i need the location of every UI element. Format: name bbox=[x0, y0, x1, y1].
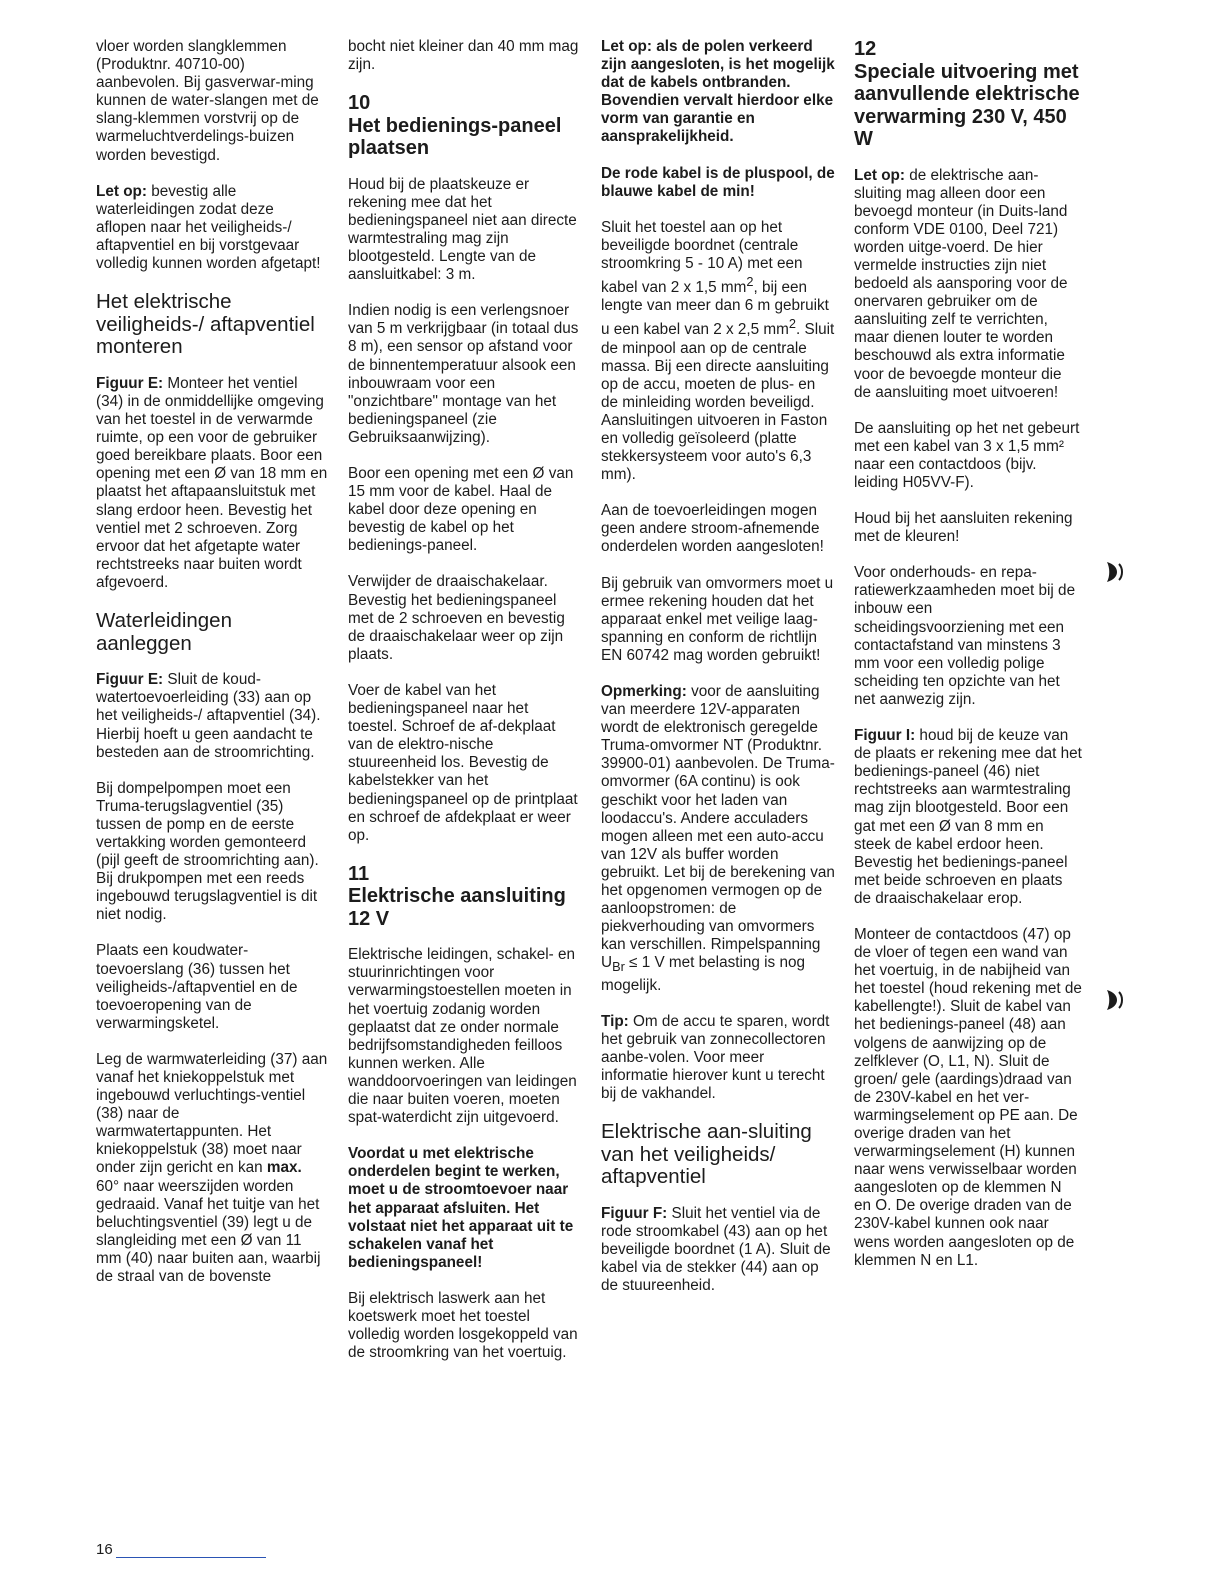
col4-paragraph: Voor onderhouds- en repa-ratiewerkzaamheden moet bij de inbouw een scheidingsvoorziening met een contactafstand van minstens 3 mm voor een volledig polige scheiding ten opzichte van het net aanwezig zijn. bbox=[854, 564, 1076, 708]
page-number: 16 bbox=[96, 1541, 113, 1558]
paragraph-text: voor de aansluiting van meerdere 12V-apparaten wordt de elektronisch geregelde Truma-omvormer NT (Produktnr. 39900-01) aanbevolen. De Truma-omvormer (6A continu) is ook geschikt voor het laden van loodaccu's. Andere acculaders mogen alleen met een auto-accu van 12V als buffer worden gebruikt. Let bij de berekening van het opgenomen vermogen op de aanloopstromen: de piekverhouding van omvormers kan verschillen. Rimpelspanning U bbox=[601, 683, 835, 972]
column-4 bbox=[854, 38, 1082, 1288]
section-heading-11 bbox=[348, 863, 580, 931]
column-1 bbox=[96, 38, 328, 1304]
paragraph-text: . Sluit de minpool aan op de centrale massa. Bij een directe aansluiting op de accu, moeten de plus- en de minleiding worden beveiligd. Aansluitingen uitvoeren in Faston en volledig geïsoleerd (platte stekkersysteem voor auto's 6,3 mm). bbox=[601, 321, 835, 484]
remark-lead: Opmerking: bbox=[601, 683, 687, 700]
paragraph-text: de elektrische aan-sluiting mag alleen door een bevoegd monteur (in Duits-land conform VDE 0100, Deel 721) worden uitge-voerd. De hier vermelde instructies zijn niet bedoeld als aansporing voor de onervaren gebruiker om de aansluiting zelf te verrichten, maar dienen louter te worden beschouwd als extra informatie voor de bevoegde monteur die de aansluiting moet uitvoeren! bbox=[854, 166, 1068, 401]
paragraph-text: 60° naar weerszijden worden gedraaid. Vanaf het tuitje van het beluchtingsventiel (39) legt u de slangleiding met een Ø van 11 mm (40) naar buiten aan, waarbij de straal van de bovenste bbox=[96, 1177, 321, 1286]
col2-paragraph: Voer de kabel van het bedieningspaneel naar het toestel. Schroef de af-dekplaat van de elektro-nische stuureenheid los. Bevestig de kabelstekker van het bedieningspaneel op de printplaat en schroef de afdekplaat er weer op. bbox=[348, 681, 578, 844]
col1-paragraph: Plaats een koudwater-toevoerslang (36) tussen het veiligheids-/aftapventiel en de toevoeropening van de verwarmingsketel. bbox=[96, 942, 298, 1032]
section-number: 12 bbox=[854, 38, 877, 60]
col2-paragraph: Elektrische leidingen, schakel- en stuurinrichtingen voor verwarmingstoestellen moeten in het voertuig zodanig worden geplaatst dat ze onder normale bedrijfsomstandigheden feilloos kunnen werken. Alle wanddoorvoeringen van leidingen die naar buiten voeren, moeten spat-waterdicht zijn uitgevoerd. bbox=[348, 946, 577, 1127]
note-lead: Let op: bbox=[854, 166, 905, 184]
superscript: 2 bbox=[788, 316, 797, 332]
figure-ref: Figuur F: bbox=[601, 1204, 668, 1222]
col2-paragraph: Houd bij de plaatskeuze er rekening mee dat het bedieningspaneel niet aan directe warmtestraling mag zijn blootgesteld. Lengte van de aansluitkabel: 3 m. bbox=[348, 175, 577, 284]
hand-symbol-icon bbox=[1104, 986, 1126, 1014]
col3-warning: Let op: als de polen verkeerd zijn aangesloten, is het mogelijk dat de kabels ontbranden. Bovendien vervalt hierdoor elke vorm van garantie en aansprakelijkheid. bbox=[601, 38, 835, 146]
paragraph-text: , bij een lengte van meer dan 6 m gebruikt u een kabel van 2 x 2,5 mm bbox=[601, 279, 829, 339]
footer-rule bbox=[116, 1557, 266, 1558]
column-2 bbox=[348, 38, 580, 1380]
col1-paragraph bbox=[96, 1051, 328, 1286]
col1-paragraph bbox=[96, 375, 328, 592]
paragraph-text: Monteer het ventiel (34) in de onmiddellijke omgeving van het toestel in de verwarmde ruimte, op een voor de gebruiker goed bereikbare plaats. Boor een opening met een Ø van 18 mm en plaatst het aftapaansluitstuk met slang erdoor heen. Bevestig het ventiel met 2 schroeven. Zorg ervoor dat het afgetapte water rechtstreeks naar buiten wordt afgevoerd. bbox=[96, 374, 328, 591]
col1-paragraph: Bij dompelpompen moet een Truma-terugslagventiel (35) tussen de pomp en de eerste vertakking worden gemonteerd (pijl geeft de stroomrichting aan). Bij drukpompen met een reeds ingebouwd terugslagventiel is dit niet nodig. bbox=[96, 779, 319, 924]
figure-ref: Figuur I: bbox=[854, 727, 916, 745]
col4-paragraph bbox=[854, 167, 1082, 402]
col3-paragraph bbox=[601, 219, 835, 485]
section-number: 11 bbox=[348, 862, 370, 885]
col4-paragraph bbox=[854, 727, 1082, 908]
col3-warning: De rode kabel is de pluspool, de blauwe kabel de min! bbox=[601, 164, 835, 200]
superscript: 2 bbox=[746, 274, 754, 290]
col2-paragraph: Verwijder de draaischakelaar. Bevestig het bedieningspaneel met de 2 schroeven en bevestig de draaischakelaar weer op zijn plaats. bbox=[348, 573, 565, 663]
paragraph-text: Om de accu te sparen, wordt het gebruik van zonnecollectoren aanbe-volen. Voor meer informatie hierover kunt u terecht bij de vakhandel. bbox=[601, 1012, 830, 1103]
col2-paragraph: bocht niet kleiner dan 40 mm mag zijn. bbox=[348, 38, 579, 74]
column-3 bbox=[601, 38, 835, 1313]
note-text: bevestig alle waterleidingen zodat deze aflopen naar het veiligheids-/ aftapventiel en bij vorstgevaar volledig kunnen worden afgetapt! bbox=[96, 182, 321, 273]
paragraph-text: Sluit het ventiel via de rode stroomkabel (43) aan op het beveiligde boordnet (1 A). Sluit de kabel via de stekker (44) aan op de stuureenheid. bbox=[601, 1204, 831, 1295]
col3-paragraph bbox=[601, 683, 835, 995]
section-number: 10 bbox=[348, 92, 371, 115]
bold-term: max. bbox=[266, 1159, 302, 1177]
paragraph-text: Sluit het toestel aan op het beveiligde boordnet (centrale stroomkring 5 - 10 A) met een kabel van 2 x 1,5 mm bbox=[601, 218, 803, 297]
paragraph-text: Sluit de koud-watertoevoerleiding (33) aan op het veiligheids-/ aftapventiel (34). Hierbij hoeft u geen aandacht te besteden aan de stroomrichting. bbox=[96, 671, 321, 761]
note-lead: Let op: bbox=[96, 182, 147, 200]
hand-symbol-icon bbox=[1104, 558, 1126, 586]
paragraph-text: houd bij de keuze van de plaats er rekening mee dat het bedienings-paneel (46) niet rechtstreeks aan warmtestraling mag zijn blootgesteld. Boor een gat met een Ø van 8 mm en steek de kabel erdoor heen. Bevestig het bedienings-paneel met beide schroeven en plaats de draaischakelaar erop. bbox=[854, 727, 1082, 907]
section-heading-10 bbox=[348, 92, 580, 160]
col2-paragraph: Bij elektrisch laswerk aan het koetswerk moet het toestel volledig worden losgekoppeld van de stroomkring van het voertuig. bbox=[348, 1289, 578, 1362]
col3-paragraph bbox=[601, 1013, 835, 1103]
subheading-valve-connection: Elektrische aan-sluiting van het veiligheids/ aftapventiel bbox=[601, 1120, 812, 1189]
section-title: Speciale uitvoering met aanvullende elektrische verwarming 230 V, 450 W bbox=[854, 60, 1080, 150]
col3-paragraph bbox=[601, 1205, 835, 1295]
col4-paragraph: De aansluiting op het net gebeurt met een kabel van 3 x 1,5 mm² naar een contactdoos (bijv. leiding H05VV-F). bbox=[854, 419, 1080, 491]
paragraph-text: Leg de warmwaterleiding (37) aan vanaf het kniekoppelstuk met ingebouwd verluchtings-ventiel (38) naar de warmwatertappunten. Het kniekoppelstuk (38) moet naar onder zijn gericht en kan bbox=[96, 1050, 328, 1177]
col1-note bbox=[96, 183, 328, 273]
subheading-valve-mounting: Het elektrische veiligheids-/ aftapventiel monteren bbox=[96, 290, 315, 359]
col1-paragraph: vloer worden slangklemmen (Produktnr. 40710-00) aanbevolen. Bij gasverwar-ming kunnen de water-slangen met de slang-klemmen vorstvrij op de warmeluchtverdelings-buizen worden bevestigd. bbox=[96, 38, 319, 164]
tip-lead: Tip: bbox=[601, 1012, 629, 1030]
figure-ref: Figuur E: bbox=[96, 671, 164, 689]
col3-paragraph: Aan de toevoerleidingen mogen geen andere stroom-afnemende onderdelen worden aangesloten! bbox=[601, 502, 824, 556]
col4-paragraph: Monteer de contactdoos (47) op de vloer of tegen een wand van het voertuig, in de nabijheid van het toestel (houd rekening met de kabellengte!). Sluit de kabel van het bedienings-paneel (48) aan volgens de aanwijzing op de zelfklever (O, L1, N). Sluit de groen/ gele (aardings)draad van de 230V-kabel en het ver-warmingselement op PE aan. De overige draden van het verwarmingselement (H) kunnen naar wens verwisselbaar worden aangesloten op de klemmen N en O. De overige draden van de 230V-kabel kunnen ook naar wens worden aangesloten op de klemmen N en L1. bbox=[854, 925, 1082, 1269]
subheading-water-pipes: Waterleidingen aanleggen bbox=[96, 609, 232, 655]
section-heading-12 bbox=[854, 38, 1082, 151]
col3-paragraph: Bij gebruik van omvormers moet u ermee rekening houden dat het apparaat enkel met veilige laag-spanning en conform de richtlijn EN 60742 mag worden gebruikt! bbox=[601, 574, 834, 664]
col2-paragraph: Indien nodig is een verlengsnoer van 5 m verkrijgbaar (in totaal dus 8 m), een sensor op afstand voor de binnentemperatuur alsook een inbouwraam voor een "onzichtbare" montage van het bedieningspaneel (zie Gebruiksaanwijzing). bbox=[348, 302, 579, 446]
col1-paragraph bbox=[96, 671, 328, 761]
paragraph-text: ≤ 1 V met belasting is nog mogelijk. bbox=[601, 954, 805, 994]
col2-paragraph: Boor een opening met een Ø van 15 mm voor de kabel. Haal de kabel door deze opening en bevestig de kabel op het bedienings-paneel. bbox=[348, 465, 574, 555]
subscript: Br bbox=[612, 959, 625, 975]
col2-warning: Voordat u met elektrische onderdelen begint te werken, moet u de stroomtoevoer naar het apparaat afsluiten. Het volstaat niet het apparaat uit te schakelen vanaf het bedieningspaneel! bbox=[348, 1145, 574, 1271]
section-title: Het bedienings-paneel plaatsen bbox=[348, 114, 562, 160]
figure-ref: Figuur E: bbox=[96, 374, 164, 392]
col4-paragraph: Houd bij het aansluiten rekening met de kleuren! bbox=[854, 510, 1073, 546]
section-title: Elektrische aansluiting 12 V bbox=[348, 885, 566, 930]
